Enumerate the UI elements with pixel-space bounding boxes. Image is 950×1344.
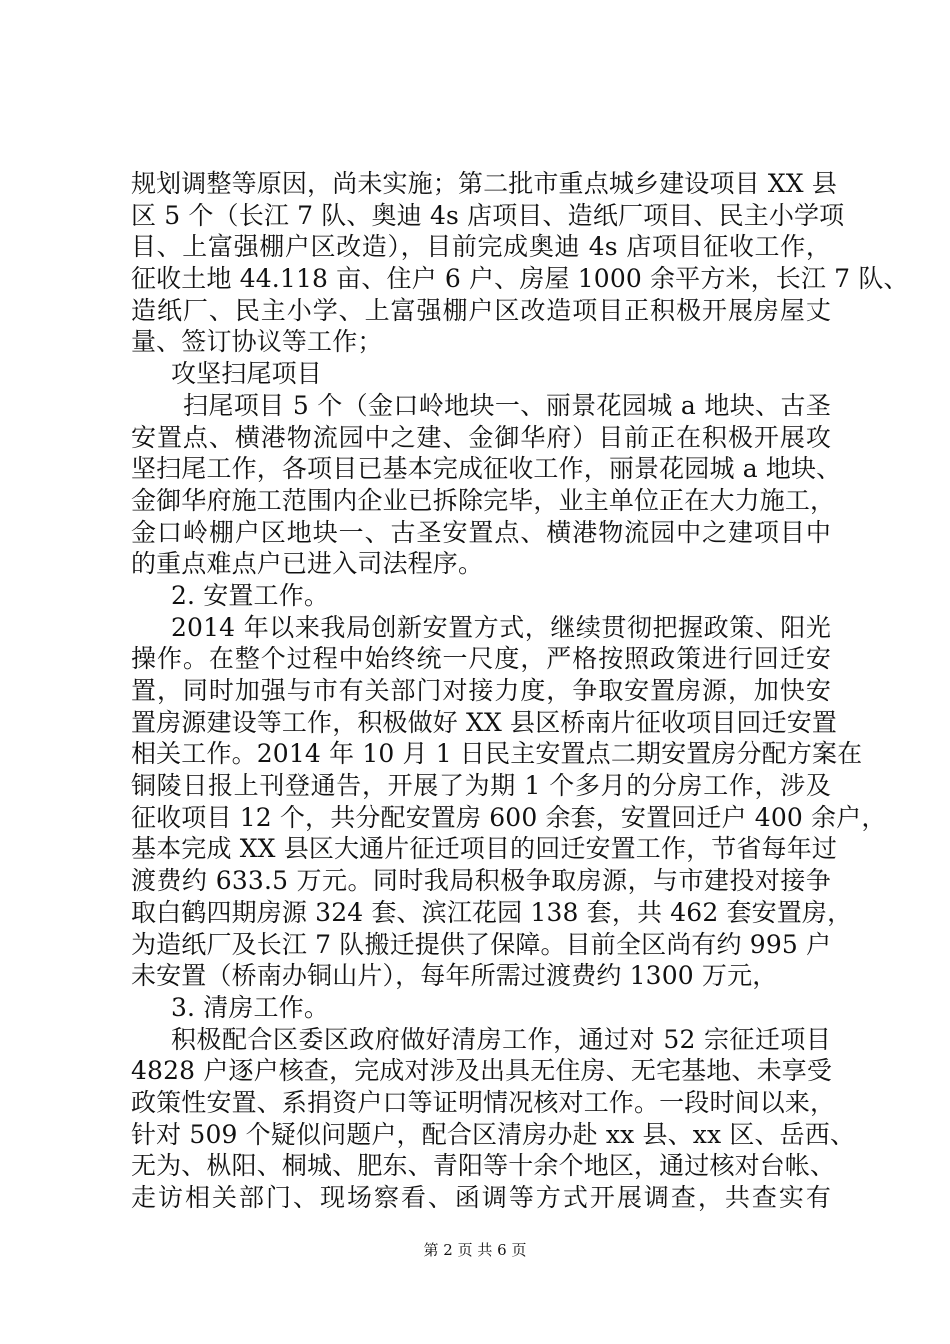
- text-line: 量、签订协议等工作；: [131, 327, 383, 357]
- text-line: 取白鹤四期房源 324 套、滨江花园 138 套，共 462 套安置房，: [131, 897, 853, 927]
- text-line: 规划调整等原因，尚未实施；第二批市重点城乡建设项目 XX 县: [131, 169, 837, 198]
- section-heading: 2. 安置工作。: [171, 580, 329, 610]
- section-heading: 攻坚扫尾项目: [171, 359, 322, 389]
- text-line: 无为、枞阳、桐城、肥东、青阳等十余个地区，通过核对台帐、: [131, 1151, 836, 1181]
- text-line: 渡费约 633.5 万元。同时我局积极争取房源，与市建投对接争: [131, 866, 831, 896]
- text-line: 未安置（桥南办铜山片），每年所需过渡费约 1300 万元，: [131, 961, 778, 991]
- text-line: 基本完成 XX 县区大通片征迁项目的回迁安置工作，节省每年过: [131, 834, 837, 864]
- text-line: 铜陵日报上刊登通告，开展了为期 1 个多月的分房工作，涉及: [131, 771, 831, 801]
- text-line: 为造纸厂及长江 7 队搬迁提供了保障。目前全区尚有约 995 户: [131, 929, 832, 959]
- text-line: 征收项目 12 个，共分配安置房 600 余套，安置回迁户 400 余户，: [131, 802, 887, 832]
- text-line: 坚扫尾工作，各项目已基本完成征收工作，丽景花园城 a 地块、: [131, 454, 842, 484]
- text-line: 政策性安置、系捐资户口等证明情况核对工作。一段时间以来，: [131, 1087, 836, 1117]
- text-line: 4828 户逐户核查，完成对涉及出具无住房、无宅基地、未享受: [131, 1056, 833, 1086]
- text-line: 区 5 个（长江 7 队、奥迪 4s 店项目、造纸厂项目、民主小学项: [131, 200, 845, 230]
- text-line: 操作。在整个过程中始终统一尺度，严格按照政策进行回迁安: [131, 644, 831, 674]
- text-line: 造纸厂、民主小学、上富强棚户区改造项目正积极开展房屋丈: [131, 295, 831, 325]
- text-line: 走访相关部门、现场察看、函调等方式开展调查，共查实有: [131, 1183, 831, 1212]
- text-line: 2014 年以来我局创新安置方式，继续贯彻把握政策、阳光: [171, 612, 831, 642]
- text-line: 针对 509 个疑似问题户，配合区清房办赴 xx 县、xx 区、岳西、: [131, 1119, 856, 1149]
- text-line: 置，同时加强与市有关部门对接力度，争取安置房源，加快安: [131, 676, 831, 705]
- text-line: 征收土地 44.118 亩、住户 6 户、房屋 1000 余平方米，长江 7 队、: [131, 264, 909, 294]
- text-line: 置房源建设等工作，积极做好 XX 县区桥南片征收项目回迁安置: [131, 707, 837, 737]
- text-line: 金御华府施工范围内企业已拆除完毕，业主单位正在大力施工，: [131, 485, 836, 515]
- text-line: 金口岭棚户区地块一、古圣安置点、横港物流园中之建项目中: [131, 517, 831, 547]
- page-footer: 第 2 页 共 6 页: [423, 1241, 527, 1259]
- text-line: 目、上富强棚户区改造），目前完成奥迪 4s 店项目征收工作，: [131, 232, 831, 262]
- document-body: [131, 168, 909, 1214]
- text-line: 安置点、横港物流园中之建、金御华府）目前正在积极开展攻: [131, 422, 831, 452]
- text-line: 积极配合区委区政府做好清房工作，通过对 52 宗征迁项目: [171, 1024, 831, 1054]
- text-line: 的重点难点户已进入司法程序。: [131, 549, 484, 579]
- text-line: 扫尾项目 5 个（金口岭地块一、丽景花园城 a 地块、古圣: [183, 390, 831, 420]
- section-heading: 3. 清房工作。: [171, 992, 329, 1022]
- text-line: 相关工作。2014 年 10 月 1 日民主安置点二期安置房分配方案在: [131, 739, 863, 769]
